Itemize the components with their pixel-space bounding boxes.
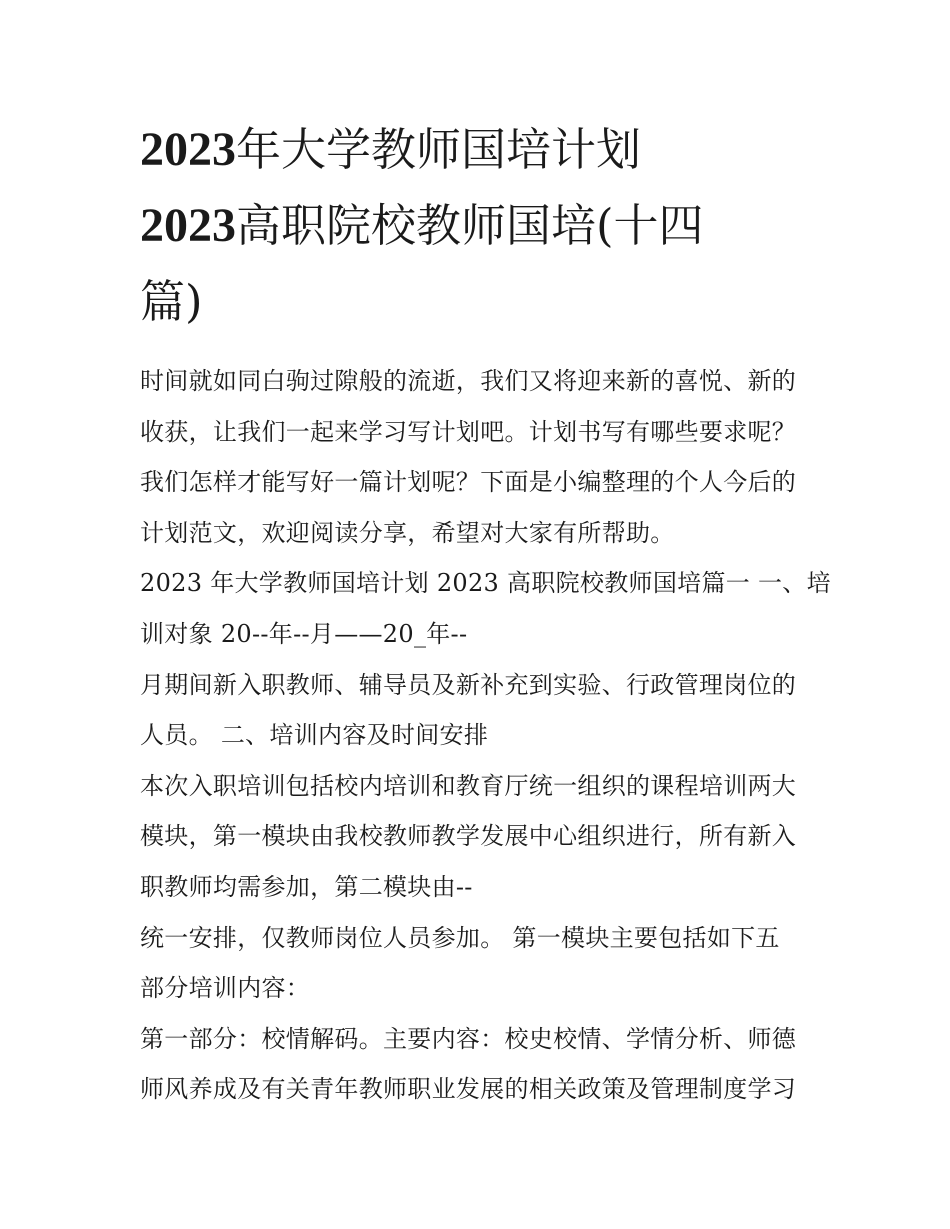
text-line: 第一部分：校情解码。主要内容：校史校情、学情分析、师德	[140, 1024, 797, 1053]
paragraph-part-one	[140, 1014, 820, 1115]
text-line: 部分培训内容：	[140, 974, 311, 1003]
title-line-2	[140, 188, 820, 264]
paragraph-module-one	[140, 913, 820, 1014]
text-line: 师风养成及有关青年教师职业发展的相关政策及管理制度学习	[140, 1075, 797, 1104]
text-line: 统一安排，仅教师岗位人员参加。 第一模块主要包括如下五	[140, 923, 780, 952]
title-line-1	[140, 112, 820, 188]
title-text: 篇)	[140, 275, 203, 328]
text-line: 时间就如同白驹过隙般的流逝，我们又将迎来新的喜悦、新的	[140, 367, 797, 395]
paragraph-modules	[140, 761, 820, 913]
paragraph-training-target	[140, 558, 831, 659]
text-line: 人员。 二、培训内容及时间安排	[140, 721, 489, 750]
document-title	[140, 112, 820, 340]
title-year: 2023	[140, 123, 236, 176]
paragraph-target-staff	[140, 660, 820, 761]
text-line: 我们怎样才能写好一篇计划呢？下面是小编整理的个人今后的	[140, 468, 797, 497]
title-year: 2023	[140, 199, 236, 252]
title-text: 年大学教师国培计划	[236, 123, 642, 176]
text-line: 月期间新入职教师、辅导员及新补充到实验、行政管理岗位的	[140, 670, 797, 699]
text-line: 本次入职培训包括校内培训和教育厅统一组织的课程培训两大	[140, 771, 797, 800]
text-line: 训对象 20--年--月——20_年--	[140, 619, 468, 648]
title-line-3	[140, 264, 820, 340]
paragraph-intro	[140, 356, 820, 558]
title-text: 高职院校教师国培(十四	[236, 199, 704, 252]
text-line: 模块，第一模块由我校教师教学发展中心组织进行，所有新入	[140, 822, 797, 851]
text-line: 职教师均需参加，第二模块由--	[140, 872, 473, 901]
document-body	[140, 356, 831, 1115]
text-line: 2023 年大学教师国培计划 2023 高职院校教师国培篇一 一、培	[140, 569, 831, 598]
text-line: 收获，让我们一起来学习写计划吧。计划书写有哪些要求呢？	[140, 417, 797, 446]
text-line: 计划范文，欢迎阅读分享，希望对大家有所帮助。	[140, 518, 675, 547]
